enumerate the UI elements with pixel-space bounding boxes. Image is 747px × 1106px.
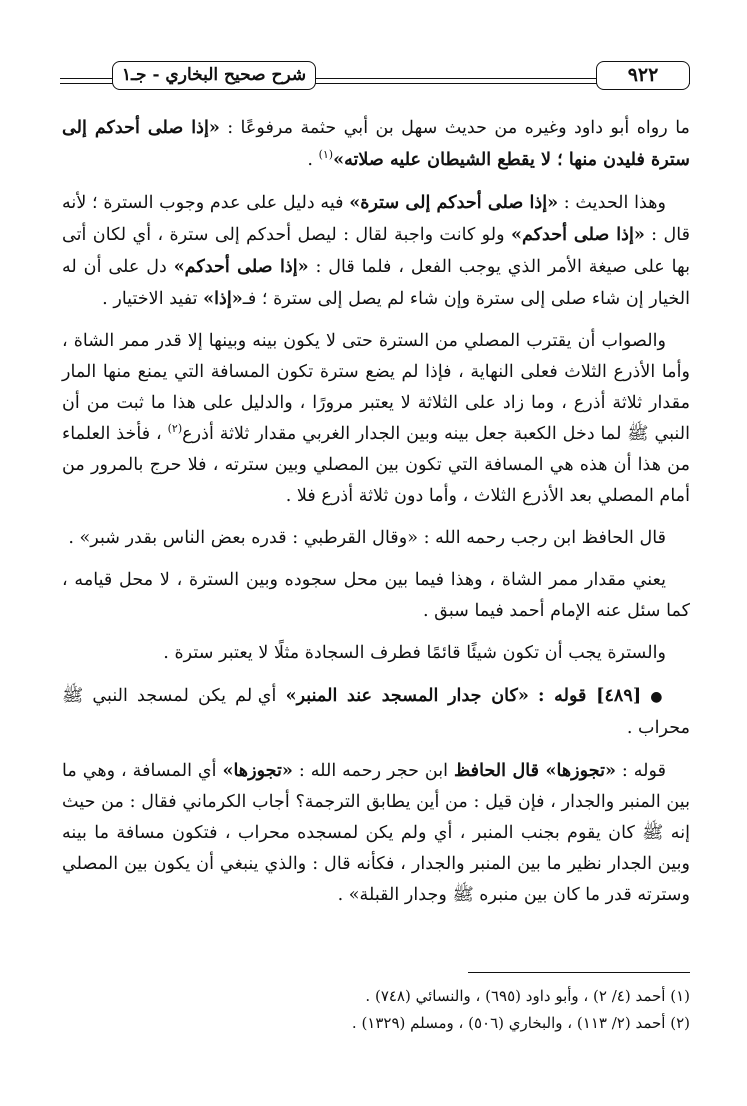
paragraph-3 [62, 326, 690, 512]
paragraph-7 [62, 680, 690, 744]
quote: «إذا صلى أحدكم إلى سترة» [349, 192, 559, 213]
text: فيه دليل على عدم وجوب السترة ؛ لأنه قال : [62, 193, 690, 245]
quote: «إذا صلى أحدكم» [510, 224, 645, 245]
paragraph-2 [62, 187, 690, 315]
paragraph-1 [62, 112, 690, 176]
text: . [307, 150, 319, 170]
footnote-1: (١) أحمد (٤/ ٢) ، وأبو داود (٦٩٥) ، والنسائي (٧٤٨) . [365, 987, 690, 1005]
text: أي لم يكن لمسجد النبي ﷺ محراب . [62, 686, 690, 738]
bullet-icon: ● [650, 689, 667, 705]
footnote-ref-2[interactable]: (٢) [167, 422, 183, 436]
hadith-quote: «إذا صلى أحدكم إلى سترة فليدن منها ؛ لا يقطع الشيطان عليه صلاته» [62, 117, 690, 170]
text: ما رواه أبو داود وغيره من حديث سهل بن أبي حثمة مرفوعًا : [227, 118, 690, 138]
footnote-2: (٢) أحمد (٢/ ١١٣) ، والبخاري (٥٠٦) ، ومسلم (١٣٢٩) . [351, 1014, 690, 1032]
text: دل على أن له الخيار إن شاء صلى إلى سترة وإن شاء لم يصل إلى سترة ؛ فـ [62, 257, 690, 309]
hadith-number: [٤٨٩] قوله : [538, 685, 642, 706]
text: أي المسافة ، وهي ما بين المنبر والجدار ، فإن قيل : من أين يطابق الترجمة؟ أجاب الكرماني فقال : من حيث إنه ﷺ كان يقوم بجنب المنبر ، أي ولم يكن لمسجده محراب ، فتكون مسافة ما بينه وبين الجدار نظير ما بين المنبر والجدار ، فكأنه قال : والذي ينبغي أن يكون بين المصلي وسترته قدر ما كان بين منبره ﷺ وجدار القبلة» . [62, 761, 690, 905]
running-title: شرح صحيح البخاري - جـ١ [112, 61, 316, 90]
footnote-ref-1[interactable]: (١) [318, 148, 334, 162]
paragraph-8 [62, 755, 690, 911]
text: ، فأخذ العلماء من هذا أن هذه هي المسافة التي تكون بين المصلي وبين سترته ، فلا حرج بالمرور من أمام المصلي بعد الأذرع الثلاث ، وأما دون ثلاثة أذرع فلا . [62, 424, 690, 506]
quote: «كان جدار المسجد عند المنبر» [285, 685, 529, 706]
paragraph-6: والسترة يجب أن تكون شيئًا قائمًا فطرف السجادة مثلًا لا يعتبر سترة . [163, 643, 666, 663]
page-number: ٩٢٢ [596, 61, 690, 90]
quote: «إذا» [203, 288, 243, 309]
footnote-separator [468, 972, 690, 973]
page-header [60, 58, 690, 90]
text: ولو كانت واجبة لقال : ليصل أحدكم إلى سترة ، أي لكان أتى بها على صيغة الأمر الذي يوجب الفعل ، فلما قال : [62, 225, 691, 277]
text: تفيد الاختيار . [102, 289, 198, 309]
quote: «إذا صلى أحدكم» [173, 256, 309, 277]
text: والصواب أن يقترب المصلي من السترة حتى لا يكون بينه وبينها إلا قدر ممر الشاة ، وأما الأذرع الثلاث فعلى النهاية ، فإذا لم يضع سترة تكون المسافة التي يمنع منها المار مقدار ثلاثة أذرع ، وما زاد على الثلاثة لا يعتبر مرورًا ، والدليل على هذا ما ثبت من أن النبي ﷺ لما دخل الكعبة جعل بينه وبين الجدار الغربي مقدار ثلاثة أذرع [62, 331, 690, 444]
quote: «تجوزها» قال الحافظ [453, 760, 616, 781]
text: وهذا الحديث : [563, 193, 667, 213]
paragraph-5: يعني مقدار ممر الشاة ، وهذا فيما بين محل سجوده وبين السترة ، لا محل قيامه ، كما سئل عنه الإمام أحمد فيما سبق . [62, 570, 690, 621]
text: ابن حجر رحمه الله : [298, 761, 449, 781]
main-text [62, 112, 690, 922]
quote: «تجوزها» [222, 760, 293, 781]
text: قوله : [621, 761, 667, 781]
paragraph-4: قال الحافظ ابن رجب رحمه الله : «وقال القرطبي : قدره بعض الناس بقدر شبر» . [68, 528, 666, 548]
